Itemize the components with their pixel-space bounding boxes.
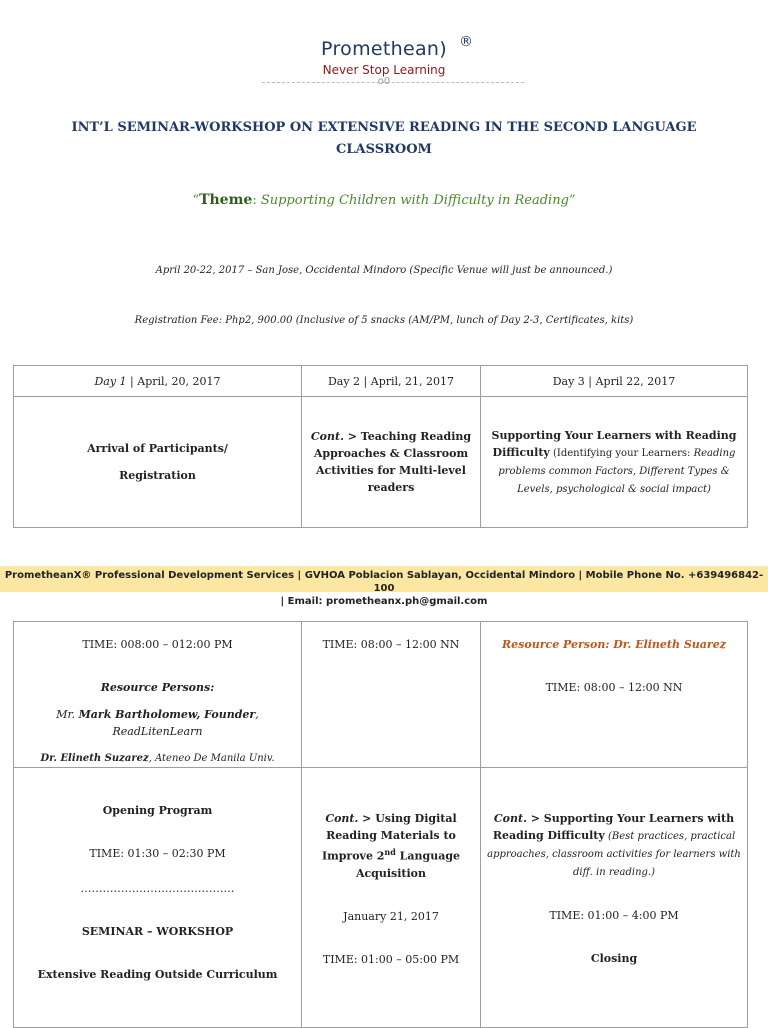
ordinal-sup: nd <box>384 847 396 857</box>
document-title: INT’L SEMINAR-WORKSHOP ON EXTENSIVE READING IN THE SECOND LANGUAGE CLASSROOM <box>71 120 697 157</box>
day2-afternoon-topic-a: Using Digital Reading Materials to Improve 2 <box>321 812 457 863</box>
day2-sep: | <box>360 374 371 388</box>
theme-text: Supporting Children with Difficulty in Reading” <box>260 193 576 208</box>
theme-open-quote: “ <box>192 193 200 208</box>
logo-tagline: Never Stop Learning <box>322 63 446 77</box>
cont-label: Cont. <box>325 812 359 825</box>
registration-fee: Registration Fee: Php2, 900.00 (Inclusive of 5 snacks (AM/PM, lunch of Day 2-3, Certificates, kits) <box>134 315 634 326</box>
logo-mark: o0 <box>377 76 391 87</box>
day1-date: April, 20, 2017 <box>137 374 221 388</box>
day3-date: April 22, 2017 <box>595 374 676 388</box>
day1-header <box>14 366 302 397</box>
day1-sep: | <box>126 374 138 388</box>
dotted-separator: …………………………………… <box>80 882 235 895</box>
schedule-table <box>13 365 748 528</box>
day3-morning-cell <box>481 622 748 768</box>
day2-afternoon-date: January 21, 2017 <box>343 909 439 923</box>
rp1-role: , Founder <box>196 708 256 721</box>
registered-mark: ® <box>459 34 473 50</box>
resource-persons-label: Resource Persons: <box>100 681 215 694</box>
logo-name: Promethean) <box>321 38 447 60</box>
schedule-header-row <box>14 366 748 397</box>
rp1-prefix: Mr. <box>56 708 79 721</box>
day3-sep: | <box>584 374 596 388</box>
day2-date: April, 21, 2017 <box>370 374 455 388</box>
day2-morning-time: TIME: 08:00 – 12:00 NN <box>322 638 460 651</box>
opening-program: Opening Program <box>102 804 213 817</box>
day1-label: Day 1 <box>94 374 127 388</box>
day3-header <box>481 366 748 397</box>
day1-cell <box>14 397 302 528</box>
day2-afternoon-time: TIME: 01:00 – 05:00 PM <box>322 952 460 966</box>
theme-label: Theme <box>199 192 253 208</box>
day3-afternoon-note: (Best practices, practical approaches, classroom activities for learners with diff. in reading.) <box>487 831 741 878</box>
day1-afternoon-time: TIME: 01:30 – 02:30 PM <box>89 847 226 860</box>
schedule-table-continued <box>13 621 748 1028</box>
footer-line1: PrometheanX® Professional Development Services | GVHOA Poblacion Sablayan, Occidental Mindoro | Mobile Phone No. +639496842-100 <box>4 570 764 594</box>
arrow: > <box>343 430 361 443</box>
day1-afternoon-cell <box>14 768 302 1028</box>
rp1-name: Mark Bartholomew <box>78 708 197 721</box>
arrival-text: Arrival of Participants/ <box>87 442 228 455</box>
day2-afternoon-topic-b: Language Acquisition <box>355 849 461 880</box>
day1-morning-cell <box>14 622 302 768</box>
day2-header <box>302 366 481 397</box>
schedule-row <box>14 768 748 1028</box>
registration-text: Registration <box>119 469 196 482</box>
rp2-org: , Ateneo De Manila Univ. <box>148 753 275 764</box>
day3-cell <box>481 397 748 528</box>
day2-afternoon-cell <box>302 768 481 1028</box>
day3-resource-person: Resource Person: Dr. Elineth Suarez <box>502 638 726 651</box>
day3-afternoon-cell <box>481 768 748 1028</box>
day3-afternoon-time: TIME: 01:00 – 4:00 PM <box>549 909 679 922</box>
arrow: > <box>358 812 376 825</box>
day2-topic: Teaching Reading Approaches & Classroom Activities for Multi-level readers <box>313 430 472 494</box>
day3-label: Day 3 <box>552 374 585 388</box>
day1-morning-time: TIME: 008:00 – 012:00 PM <box>82 638 233 651</box>
contact-footer <box>0 566 768 607</box>
day2-label: Day 2 <box>327 374 361 388</box>
closing-label: Closing <box>590 952 638 965</box>
day3-morning-time: TIME: 08:00 – 12:00 NN <box>545 681 683 694</box>
logo <box>0 34 768 87</box>
day3-note-open: (Identifying your Learners: <box>549 447 694 459</box>
seminar-workshop-label: SEMINAR – WORKSHOP <box>81 925 234 938</box>
schedule-row <box>14 397 748 528</box>
day3-afternoon-topic: Supporting Your Learners with Reading Difficulty <box>492 812 735 842</box>
cont-label: Cont. <box>310 430 344 443</box>
day3-note: Reading problems common Factors, Different Types & Levels, psychological & social impact) <box>498 447 736 495</box>
arrow: > <box>526 812 544 825</box>
rp1-org: , ReadLitenLearn <box>112 708 259 738</box>
cont-label: Cont. <box>493 812 527 825</box>
day2-morning-cell <box>302 622 481 768</box>
theme-line <box>0 192 768 208</box>
day2-cell <box>302 397 481 528</box>
event-date-venue: April 20-22, 2017 – San Jose, Occidental Mindoro (Specific Venue will just be announced.) <box>155 265 613 276</box>
day3-topic: Supporting Your Learners with Reading Difficulty <box>491 428 737 459</box>
rp2-name: Dr. Elineth Suzarez <box>40 753 149 764</box>
footer-line2: | Email: prometheanx.ph@gmail.com <box>280 596 488 607</box>
seminar-topic: Extensive Reading Outside Curriculum <box>37 968 278 981</box>
schedule-row <box>14 622 748 768</box>
theme-colon: : <box>252 193 261 208</box>
